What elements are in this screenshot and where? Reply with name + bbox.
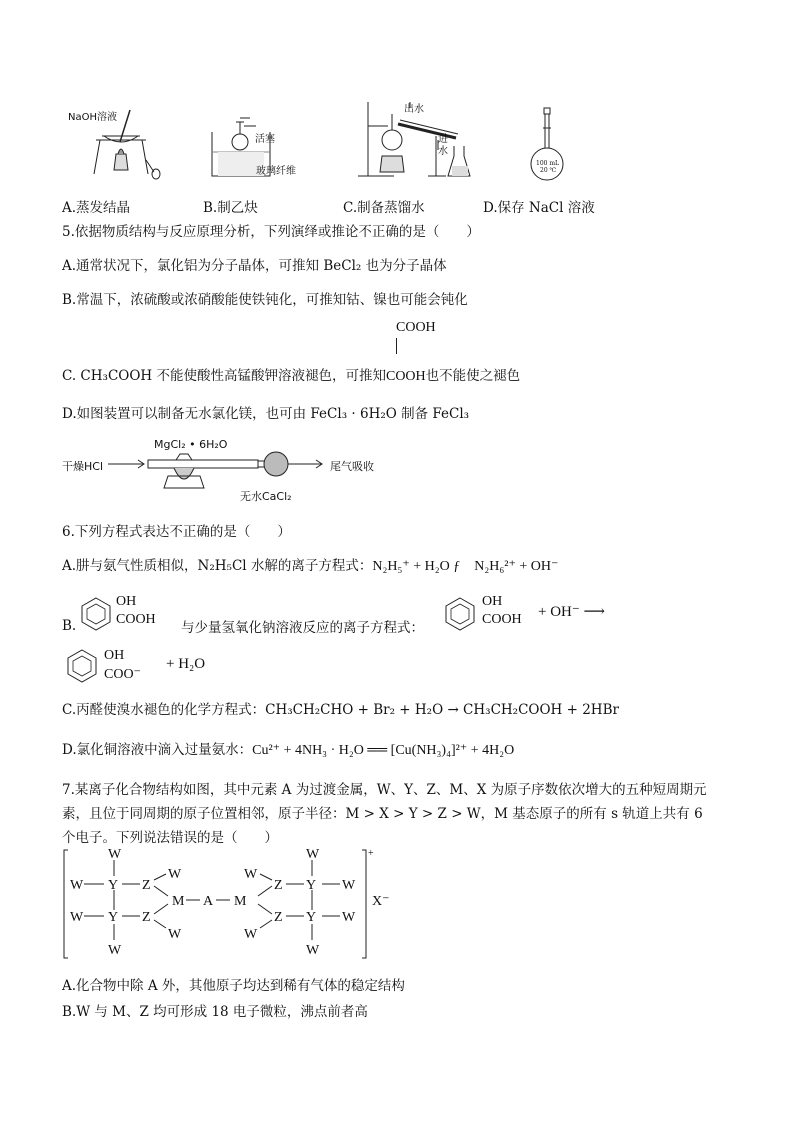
w-right-2: W [342,910,356,925]
dry-hcl-label: 干燥HCl [62,460,104,473]
q6-stem: 6.下列方程式表达不正确的是（ ） [62,524,291,540]
y-right-2: Y [306,910,317,925]
q6-option-d-text: D.氯化铜溶液中滴入过量氨水： [62,742,253,758]
salicylic-acid-ring-1 [76,594,116,634]
mgcl2-apparatus-figure [108,446,332,492]
tail-gas-label: 尾气吸收 [330,460,374,473]
q6-option-d-equation: Cu²⁺ + 4NH₃ · H₂O ══ [Cu(NH₃)₄]²⁺ + 4H₂O [252,743,515,758]
q5-stem: 5.依据物质结构与反应原理分析，下列演绎或推论不正确的是（ ） [62,224,480,240]
salicylic-acid-ring-2 [440,594,480,634]
anion-x: X⁻ [372,894,390,909]
y-right-1: Y [306,878,317,893]
q5-option-a[interactable]: A.通常状况下，氯化铝为分子晶体，可推知 BeCl₂ 也为分子晶体 [62,258,447,274]
q5-option-c-pre: C. CH₃COOH 不能使酸性高锰酸钾溶液褪色，可推知 [62,368,386,384]
z-left-2: Z [142,910,151,925]
w-left-2: W [70,910,84,925]
y-left-1: Y [108,878,119,893]
anhydrous-cacl2-label: 无水CaCl₂ [240,490,292,503]
z-right-2: Z [274,910,283,925]
w-z-right-1: W [244,867,258,882]
plus-water: + H₂O [166,656,206,672]
salicylate-ring [62,646,102,686]
oxalic-acid-bond [396,338,397,354]
salicylate-oh: OH [104,648,125,663]
water-in-label-2: 水 [438,146,448,157]
q6-option-b-text: 与少量氢氧化钠溶液反应的离子方程式： [181,620,424,636]
water-in-label-1: 进 [438,134,448,145]
glass-fiber-label: 玻璃纤维 [256,166,296,177]
q7-stem-line-2: 素，且位于同周期的原子位置相邻，原子半径：M > X > Y > Z > W，M 基态原子的所有 s 轨道上共有 6 [62,806,703,822]
z-right-1: Z [274,878,283,893]
w-top-left: W [108,847,122,862]
w-top-right: W [306,847,320,862]
q5-option-d[interactable]: D.如图装置可以制备无水氯化镁，也可由 FeCl₃ · 6H₂O 制备 FeCl₃ [62,406,470,422]
a-center: A [203,894,214,909]
salicylic-oh-1: OH [116,594,137,609]
valve-label: 活塞 [255,134,275,145]
q4-option-d[interactable]: D.保存 NaCl 溶液 [483,200,595,216]
w-z-right-2: W [244,927,258,942]
m-right: M [234,894,247,909]
q5-option-c-post: 也不能使之褪色 [425,368,521,384]
q4-option-c[interactable]: C.制备蒸馏水 [343,200,425,216]
cation-charge: + [368,848,374,859]
w-z-left-1: W [168,867,182,882]
w-z-left-2: W [168,927,182,942]
oxalic-acid-cooh-bottom: COOH [385,369,426,384]
q6-option-a[interactable] [62,554,558,575]
w-bottom-right: W [306,943,320,958]
q7-stem-line-3: 个电子。下列说法错误的是（ ） [62,830,278,846]
q6-option-d[interactable] [62,738,514,759]
q5-option-c[interactable] [62,364,520,385]
w-bottom-left: W [108,943,122,958]
salicylic-cooh-1: COOH [116,612,156,627]
z-left-1: Z [142,878,151,893]
salicylic-oh-2: OH [482,594,503,609]
q7-option-b[interactable]: B.W 与 M、Z 均可形成 18 电子微粒，沸点前者高 [62,1004,368,1020]
q7-option-a[interactable]: A.化合物中除 A 外，其他原子均达到稀有气体的稳定结构 [62,978,405,994]
water-out-label: 出水 [404,104,424,115]
naoh-solution-label: NaOH溶液 [68,112,117,123]
y-left-2: Y [108,910,119,925]
q4-option-b[interactable]: B.制乙炔 [203,200,258,216]
salicylate-coo: COO⁻ [104,667,141,682]
flask-volume-label: 100 mL [536,160,560,167]
q6-option-c[interactable]: C.丙醛使溴水褪色的化学方程式：CH₃CH₂CHO + Br₂ + H₂O → CH₃CH₂COOH + 2HBr [62,702,619,718]
w-right-1: W [342,878,356,893]
m-left: M [172,894,185,909]
oxalic-acid-cooh-top: COOH [396,320,436,335]
q7-stem-line-1: 7.某离子化合物结构如图，其中元素 A 为过渡金属，W、Y、Z、M、X 为原子序数依次增大的五种短周期元 [62,782,707,798]
salicylic-cooh-2: COOH [482,612,522,627]
q4-option-a[interactable]: A.蒸发结晶 [62,200,131,216]
q6-option-a-equation: N₂H₅⁺ + H₂O ƒ N₂H₆²⁺ + OH⁻ [372,559,559,574]
q6-option-b-label[interactable]: B. [62,618,77,634]
flask-temp-label: 20 ℃ [540,167,557,174]
plus-hydroxide-arrow: + OH⁻ ⟶ [538,604,606,620]
q6-option-a-text: A.肼与氨气性质相似，N₂H₅Cl 水解的离子方程式： [62,558,373,574]
mgcl2-hydrate-label: MgCl₂ • 6H₂O [154,438,228,451]
q5-option-b[interactable]: B.常温下，浓硫酸或浓硝酸能使铁钝化，可推知钴、镍也可能会钝化 [62,292,468,308]
q7-structure-figure [62,846,402,962]
w-left-1: W [70,878,84,893]
